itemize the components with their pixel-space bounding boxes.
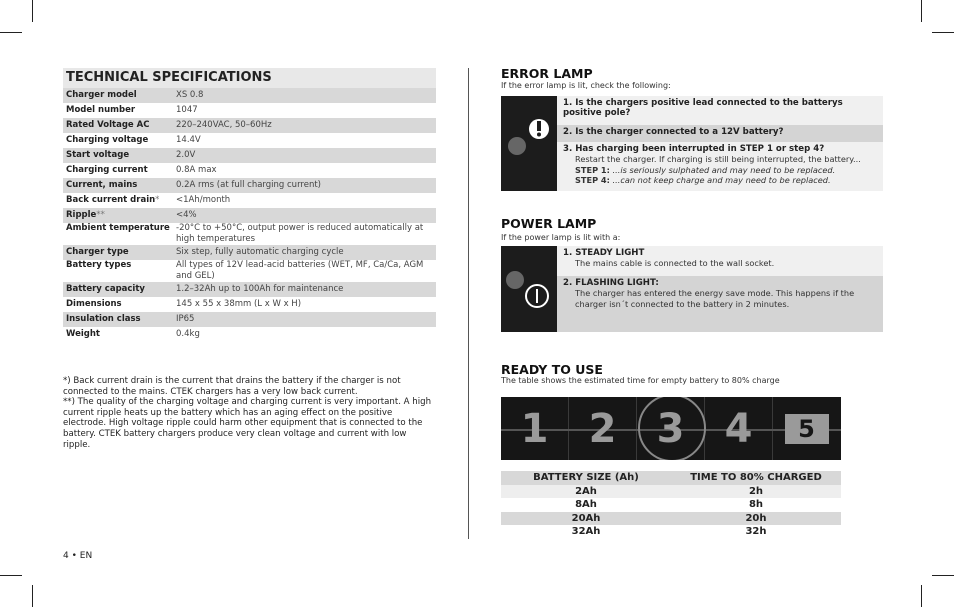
spec-row — [63, 133, 436, 148]
page-number: 4 • EN — [63, 551, 93, 561]
exclamation-icon — [501, 96, 557, 191]
step-4: 4 — [724, 405, 753, 452]
error-check-2: 2. Is the charger connected to a 12V battery? — [557, 125, 883, 142]
spec-value: 2.0V — [176, 150, 196, 160]
spec-row — [63, 148, 436, 163]
spec-value: <4% — [176, 210, 197, 220]
charge-time-cell: 20h — [745, 512, 767, 524]
spec-value: 0.4kg — [176, 329, 200, 339]
spec-row — [63, 223, 436, 245]
table-row — [501, 512, 841, 526]
footnotes — [63, 376, 436, 450]
spec-row — [63, 118, 436, 133]
spec-label: Rated Voltage AC — [66, 120, 150, 130]
power-icon — [501, 246, 557, 332]
error-lamp-subtitle: If the error lamp is lit, check the following: — [501, 81, 671, 90]
error-lamp-title: ERROR LAMP — [501, 66, 593, 81]
table-row — [501, 498, 841, 512]
spec-value: <1Ah/month — [176, 195, 231, 205]
spec-footnote-marker: ** — [96, 210, 105, 220]
spec-value: 1.2–32Ah up to 100Ah for maintenance — [176, 284, 344, 294]
power-flashing-light: 2. FLASHING LIGHT: The charger has entered the energy save mode. This happens if the charger isn´t connected to the battery in 2 minutes. — [557, 276, 883, 332]
spec-row — [63, 245, 436, 260]
spec-value: All types of 12V lead-acid batteries (WET, MF, Ca/Ca, AGM and GEL) — [176, 260, 424, 281]
battery-size-cell: 8Ah — [575, 499, 597, 510]
crop-mark — [921, 0, 922, 22]
charge-time-cell: 8h — [748, 499, 764, 510]
column-divider — [468, 68, 469, 539]
spec-row — [63, 163, 436, 178]
table-row — [501, 485, 841, 499]
spec-value: Six step, fully automatic charging cycle — [176, 247, 344, 257]
crop-mark — [32, 0, 33, 22]
charging-steps-strip — [501, 397, 841, 460]
crop-mark — [0, 575, 22, 576]
table-row — [501, 525, 841, 539]
spec-label: Charger model — [66, 90, 137, 100]
spec-footnote-marker: * — [155, 195, 160, 205]
spec-label: Weight — [66, 329, 100, 339]
spec-label: Model number — [66, 105, 136, 115]
error-check-1: 1. Is the chargers positive lead connected to the batterys positive pole? — [557, 96, 883, 125]
power-steady-light: 1. STEADY LIGHT The mains cable is connected to the wall socket. — [557, 246, 883, 276]
spec-value: XS 0.8 — [176, 90, 204, 100]
spec-label: Current, mains — [66, 180, 138, 190]
spec-label: Battery capacity — [66, 284, 145, 294]
crop-mark — [932, 575, 954, 576]
spec-label: Charger type — [66, 247, 129, 257]
spec-label: Battery types — [66, 260, 132, 270]
spec-row — [63, 282, 436, 297]
spec-label: Start voltage — [66, 150, 130, 160]
spec-value: 0.2A rms (at full charging current) — [176, 180, 321, 190]
spec-label: Back current drain* — [66, 195, 160, 205]
battery-icon: 5 — [785, 414, 829, 444]
spec-label: Insulation class — [66, 314, 141, 324]
power-lamp-illustration — [501, 246, 557, 332]
spec-value: -20°C to +50°C, output power is reduced automatically at high temperatures — [176, 223, 424, 244]
crop-mark — [32, 585, 33, 607]
footnote-back-current: *) Back current drain is the current that drains the battery if the charger is not connected to the mains. CTEK chargers has a very low back current. — [63, 376, 401, 397]
step-5 — [773, 397, 840, 460]
spec-row — [63, 178, 436, 193]
spec-value: 14.4V — [176, 135, 201, 145]
error-lamp-checklist — [557, 96, 883, 191]
step-3: 3 — [637, 397, 704, 460]
error-lamp-illustration — [501, 96, 557, 191]
spec-label: Ambient temperature — [66, 223, 170, 233]
spec-section — [63, 68, 436, 342]
ready-title: READY TO USE — [501, 362, 603, 377]
charge-time-table — [501, 471, 841, 539]
step-1: 1 — [520, 405, 549, 452]
spec-table — [63, 88, 436, 342]
spec-row — [63, 103, 436, 118]
error-check-3: 3. Has charging been interrupted in STEP 1 or step 4? Restart the charger. If charging is still being interrupted, the battery... STEP 1: ...is seriously sulphated and may need to be replaced. STEP 4: ...can not keep charge and may need to be replaced. — [557, 142, 883, 191]
spec-label: Dimensions — [66, 299, 122, 309]
spec-row — [63, 260, 436, 282]
spec-label: Charging voltage — [66, 135, 149, 145]
charge-time-cell: 32h — [745, 526, 767, 537]
spec-row — [63, 312, 436, 327]
step-2: 2 — [588, 405, 617, 452]
spec-row — [63, 297, 436, 312]
spec-label: Ripple** — [66, 210, 105, 220]
spec-row — [63, 193, 436, 208]
step-highlight-ring — [638, 397, 706, 460]
spec-value: IP65 — [176, 314, 195, 324]
spec-row — [63, 208, 436, 223]
table-header: BATTERY SIZE (Ah) TIME TO 80% CHARGED — [501, 471, 841, 485]
spec-value: 145 x 55 x 38mm (L x W x H) — [176, 299, 302, 309]
spec-value: 220–240VAC, 50–60Hz — [176, 120, 272, 130]
spec-label: Charging current — [66, 165, 148, 175]
charge-time-cell: 2h — [748, 485, 764, 497]
spec-row — [63, 88, 436, 103]
power-lamp-subtitle: If the power lamp is lit with a: — [501, 233, 621, 242]
crop-mark — [932, 32, 954, 33]
ready-subtitle: The table shows the estimated time for empty battery to 80% charge — [501, 376, 780, 385]
crop-mark — [0, 32, 22, 33]
battery-size-cell: 20Ah — [571, 512, 601, 524]
power-lamp-list — [557, 246, 883, 332]
spec-row — [63, 327, 436, 342]
footnote-ripple: **) The quality of the charging voltage and charging current is very important. A high current ripple heats up the battery which has an aging effect on the positive electrode. High voltage ripple could harm other equipment that is connected to the battery. CTEK battery chargers produce very clean voltage and current with low ripple. — [63, 397, 432, 450]
battery-size-cell: 2Ah — [575, 485, 597, 497]
spec-value: 1047 — [176, 105, 198, 115]
power-lamp-title: POWER LAMP — [501, 216, 597, 231]
battery-size-cell: 32Ah — [571, 526, 601, 537]
spec-value: 0.8A max — [176, 165, 217, 175]
crop-mark — [921, 585, 922, 607]
spec-title: TECHNICAL SPECIFICATIONS — [63, 68, 436, 88]
